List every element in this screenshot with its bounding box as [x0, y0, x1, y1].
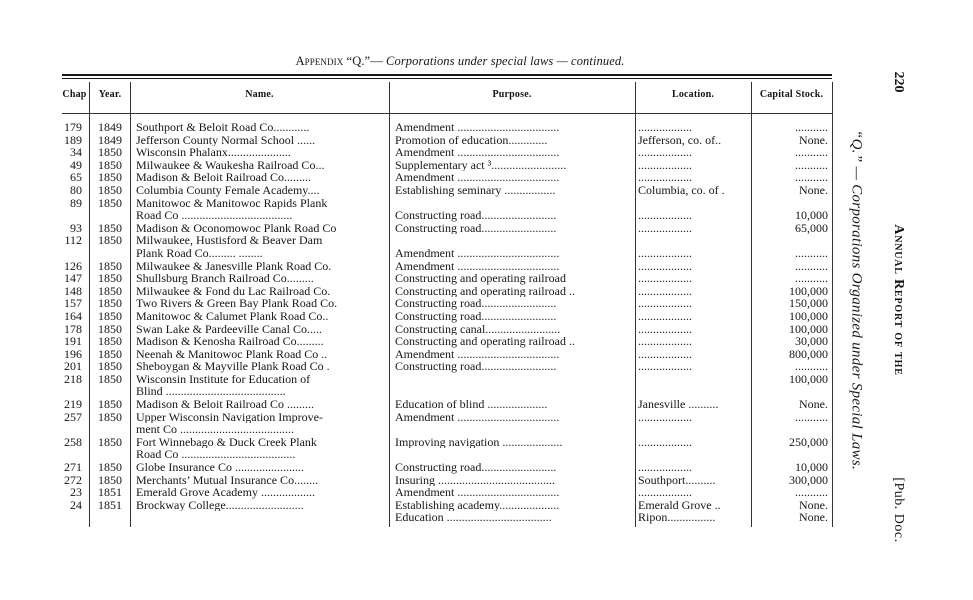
table-row	[0, 486, 840, 499]
cell-purpose: Amendment ..................................	[395, 259, 560, 273]
cell-year: 1850	[98, 220, 122, 235]
table-row	[0, 121, 840, 134]
header-year: Year.	[98, 89, 122, 100]
cell-year: 1851	[98, 485, 122, 500]
cell-name: Madison & Kenosha Railroad Co.........	[136, 335, 324, 348]
cell-year: 1850	[98, 334, 122, 349]
cell-chap: 49	[70, 157, 82, 172]
cell-capital: None.	[799, 133, 828, 147]
side-report: Annual Report of the	[891, 224, 906, 376]
table-row	[0, 499, 840, 512]
page-number: 220	[891, 71, 906, 93]
cell-capital: ...........	[795, 158, 828, 172]
cell-year: 1850	[98, 346, 122, 361]
cell-purpose: Amendment ..................................	[395, 146, 560, 159]
cell-location: Janesville ..........	[638, 398, 719, 411]
header-capital: Capital Stock.	[759, 89, 824, 100]
cell-capital: 100,000	[789, 309, 828, 323]
cell-capital: ...........	[795, 272, 828, 285]
table-row	[0, 373, 840, 386]
cell-chap: 219	[64, 397, 82, 412]
table-row	[0, 385, 840, 398]
cell-location: ..................	[638, 347, 692, 361]
table-row	[0, 272, 840, 285]
cell-location: ..................	[638, 297, 692, 310]
table-row	[0, 348, 840, 361]
cell-purpose: Constructing road.........................	[395, 309, 557, 323]
cell-location: ..................	[638, 486, 692, 499]
side-pub-doc: [Pub. Doc.	[891, 477, 906, 543]
table-row	[0, 411, 840, 424]
cell-capital: ...........	[795, 486, 828, 499]
table-row	[0, 335, 840, 348]
cell-name: Road Co .....................................	[136, 209, 293, 222]
cell-capital: ...........	[795, 171, 828, 184]
cell-name: Globe Insurance Co .......................	[136, 461, 304, 474]
cell-chap: 126	[64, 258, 82, 273]
cell-capital: 10,000	[795, 209, 828, 222]
cell-year: 1850	[98, 371, 122, 386]
cell-name: Milwaukee & Fond du Lac Railroad Co.	[136, 284, 331, 298]
cell-chap: 257	[64, 409, 82, 424]
table-row	[0, 398, 840, 411]
cell-name: Madison & Beloit Railroad Co .........	[136, 398, 314, 411]
cell-location: ..................	[638, 259, 692, 273]
cell-name: Brockway College..........................	[136, 498, 304, 512]
cell-name: Plank Road Co......... ........	[136, 246, 263, 260]
cell-capital: 100,000	[789, 372, 828, 386]
cell-purpose: Improving navigation ....................	[395, 435, 563, 449]
cell-year: 1850	[98, 233, 122, 248]
side-title: “Q.” — Corporations Organized under Special Laws.	[848, 129, 865, 471]
cell-location: ..................	[638, 410, 692, 424]
cell-location: ..................	[638, 246, 692, 260]
cell-capital: None.	[799, 511, 828, 524]
cell-capital: 300,000	[789, 473, 828, 487]
cell-purpose: Constructing and operating railroad ..	[395, 335, 575, 348]
table-row	[0, 234, 840, 247]
top-rule-thick	[62, 74, 832, 76]
cell-location: Emerald Grove ..	[638, 498, 721, 512]
cell-name: Neenah & Manitowoc Plank Road Co ..	[136, 347, 328, 361]
cell-chap: 34	[70, 145, 82, 160]
table-row	[0, 423, 840, 436]
cell-location: ..................	[638, 209, 692, 222]
cell-capital: 10,000	[795, 461, 828, 474]
cell-chap: 23	[70, 485, 82, 500]
cell-year: 1850	[98, 283, 122, 298]
cell-location: ..................	[638, 221, 692, 235]
cell-purpose: Promotion of education.............	[395, 133, 548, 147]
cell-name: ment Co ......................................	[136, 423, 294, 436]
cell-name: Milwaukee & Waukesha Railroad Co...	[136, 158, 325, 172]
cell-location: ..................	[638, 435, 692, 449]
cell-capital: ...........	[795, 360, 828, 373]
cell-location: ..................	[638, 284, 692, 298]
cell-name: Manitowoc & Calumet Plank Road Co..	[136, 309, 329, 323]
table-row	[0, 184, 840, 197]
cell-purpose: Amendment ..................................	[395, 121, 560, 134]
top-rule-thin	[62, 78, 832, 79]
cell-location: ..................	[638, 272, 692, 285]
cell-capital: 65,000	[795, 221, 828, 235]
table-row	[0, 146, 840, 159]
running-head-prefix: Appendix “Q.”—	[295, 54, 383, 68]
cell-name: Southport & Beloit Road Co............	[136, 121, 310, 134]
table-row	[0, 171, 840, 184]
cell-year: 1850	[98, 296, 122, 311]
cell-capital: 150,000	[789, 297, 828, 310]
header-purpose: Purpose.	[492, 89, 532, 100]
cell-chap: 178	[64, 321, 82, 336]
cell-chap: 271	[64, 460, 82, 475]
cell-name: Madison & Beloit Railroad Co.........	[136, 171, 311, 184]
cell-year: 1849	[98, 120, 122, 134]
cell-purpose: Supplementary act ³.........................	[395, 158, 567, 172]
cell-name: Upper Wisconsin Navigation Improve-	[136, 410, 323, 424]
cell-name: Milwaukee, Hustisford & Beaver Dam	[136, 234, 323, 247]
header-name: Name.	[245, 89, 274, 100]
cell-location: ..................	[638, 335, 692, 348]
cell-purpose: Education of blind ....................	[395, 398, 548, 411]
cell-chap: 191	[64, 334, 82, 349]
cell-location: Columbia, co. of .	[638, 183, 725, 197]
cell-chap: 93	[70, 220, 82, 235]
cell-capital: ...........	[795, 259, 828, 273]
cell-location: Jefferson, co. of..	[638, 133, 722, 147]
cell-year: 1850	[98, 409, 122, 424]
cell-chap: 89	[70, 195, 82, 210]
table-row	[0, 436, 840, 449]
cell-name: Merchants’ Mutual Insurance Co........	[136, 473, 319, 487]
cell-location: ..................	[638, 309, 692, 323]
cell-purpose: Amendment ..................................	[395, 246, 560, 260]
cell-year: 1850	[98, 157, 122, 172]
cell-year: 1850	[98, 170, 122, 185]
table-row	[0, 323, 840, 336]
cell-capital: None.	[799, 398, 828, 411]
cell-name: Sheboygan & Mayville Plank Road Co .	[136, 360, 330, 373]
cell-name: Fort Winnebago & Duck Creek Plank	[136, 435, 317, 449]
cell-name: Emerald Grove Academy ..................	[136, 486, 315, 499]
cell-location: Southport..........	[638, 473, 716, 487]
table-row	[0, 209, 840, 222]
side-title-strip	[836, 0, 876, 600]
cell-year: 1849	[98, 132, 122, 147]
cell-name: Milwaukee & Janesville Plank Road Co.	[136, 259, 332, 273]
cell-chap: 157	[64, 296, 82, 311]
cell-purpose: Establishing seminary .................	[395, 183, 556, 197]
cell-capital: ...........	[795, 246, 828, 260]
cell-year: 1850	[98, 434, 122, 449]
cell-chap: 218	[64, 371, 82, 386]
cell-year: 1850	[98, 145, 122, 160]
cell-capital: ...........	[795, 121, 828, 134]
cell-purpose: Establishing academy....................	[395, 498, 560, 512]
cell-capital: None.	[799, 183, 828, 197]
cell-purpose: Constructing canal.........................	[395, 322, 561, 336]
cell-name: Madison & Oconomowoc Plank Road Co	[136, 221, 337, 235]
cell-purpose: Amendment ..................................	[395, 486, 560, 499]
cell-year: 1850	[98, 359, 122, 374]
table-row	[0, 134, 840, 147]
cell-location: ..................	[638, 322, 692, 336]
cell-year: 1850	[98, 460, 122, 475]
running-head	[230, 54, 690, 69]
cell-capital: 30,000	[795, 335, 828, 348]
cell-purpose: Constructing road.........................	[395, 209, 557, 222]
table-row	[0, 310, 840, 323]
cell-capital: None.	[799, 498, 828, 512]
cell-chap: 148	[64, 283, 82, 298]
table-row	[0, 474, 840, 487]
cell-chap: 258	[64, 434, 82, 449]
cell-location: ..................	[638, 461, 692, 474]
table-row	[0, 461, 840, 474]
table-row	[0, 285, 840, 298]
cell-year: 1850	[98, 182, 122, 197]
running-head-text: Corporations under special laws — continued.	[386, 54, 625, 68]
table-row	[0, 159, 840, 172]
cell-chap: 24	[70, 497, 82, 512]
cell-purpose: Amendment ..................................	[395, 410, 560, 424]
cell-name: Wisconsin Institute for Education of	[136, 372, 311, 386]
cell-location: ..................	[638, 360, 692, 373]
cell-location: ..................	[638, 171, 692, 184]
cell-year: 1850	[98, 308, 122, 323]
cell-chap: 272	[64, 472, 82, 487]
cell-purpose: Constructing and operating railroad ..	[395, 284, 575, 298]
cell-purpose: Constructing and operating railroad	[395, 272, 566, 285]
cell-name: Blind ........................................	[136, 385, 286, 399]
cell-chap: 80	[70, 182, 82, 197]
cell-purpose: Constructing road.........................	[395, 297, 557, 310]
table-row	[0, 297, 840, 310]
table-row	[0, 197, 840, 210]
cell-name: Two Rivers & Green Bay Plank Road Co.	[136, 297, 338, 310]
cell-chap: 112	[64, 233, 82, 248]
cell-location: ..................	[638, 158, 692, 172]
cell-location: ..................	[638, 146, 692, 159]
cell-chap: 189	[64, 132, 82, 147]
cell-location: ..................	[638, 121, 692, 134]
table-body	[0, 121, 840, 524]
cell-chap: 164	[64, 308, 82, 323]
cell-year: 1850	[98, 258, 122, 273]
cell-name: Shullsburg Branch Railroad Co.........	[136, 272, 314, 285]
table-row	[0, 360, 840, 373]
cell-capital: 250,000	[789, 435, 828, 449]
cell-name: Road Co ......................................	[136, 448, 296, 462]
cell-purpose: Education ...................................	[395, 511, 552, 524]
cell-purpose: Amendment ..................................	[395, 347, 560, 361]
cell-name: Jefferson County Normal School ......	[136, 133, 316, 147]
table-row	[0, 448, 840, 461]
header-rule	[62, 113, 832, 114]
header-location: Location.	[671, 89, 715, 100]
cell-capital: 800,000	[789, 347, 828, 361]
cell-purpose: Amendment ..................................	[395, 171, 560, 184]
cell-purpose: Constructing road.........................	[395, 360, 557, 373]
cell-year: 1851	[98, 497, 122, 512]
cell-chap: 147	[64, 271, 82, 286]
cell-purpose: Constructing road.........................	[395, 221, 557, 235]
table-row	[0, 247, 840, 260]
cell-year: 1850	[98, 271, 122, 286]
table-row	[0, 222, 840, 235]
cell-chap: 196	[64, 346, 82, 361]
cell-chap: 201	[64, 359, 82, 374]
cell-name: Swan Lake & Pardeeville Canal Co.....	[136, 322, 322, 336]
cell-name: Wisconsin Phalanx.....................	[136, 146, 291, 159]
cell-year: 1850	[98, 195, 122, 210]
cell-year: 1850	[98, 321, 122, 336]
cell-year: 1850	[98, 397, 122, 412]
table-row	[0, 511, 840, 524]
cell-capital: ...........	[795, 410, 828, 424]
cell-purpose: Insuring .......................................	[395, 473, 555, 487]
cell-capital: 100,000	[789, 322, 828, 336]
cell-name: Manitowoc & Manitowoc Rapids Plank	[136, 196, 328, 210]
cell-chap: 179	[64, 120, 82, 134]
cell-location: Ripon................	[638, 511, 716, 524]
table-row	[0, 260, 840, 273]
cell-year: 1850	[98, 472, 122, 487]
header-chap: Chap	[62, 89, 87, 100]
cell-purpose: Constructing road.........................	[395, 461, 557, 474]
cell-chap: 65	[70, 170, 82, 185]
cell-capital: 100,000	[789, 284, 828, 298]
cell-name: Columbia County Female Academy....	[136, 183, 320, 197]
cell-capital: ...........	[795, 146, 828, 159]
